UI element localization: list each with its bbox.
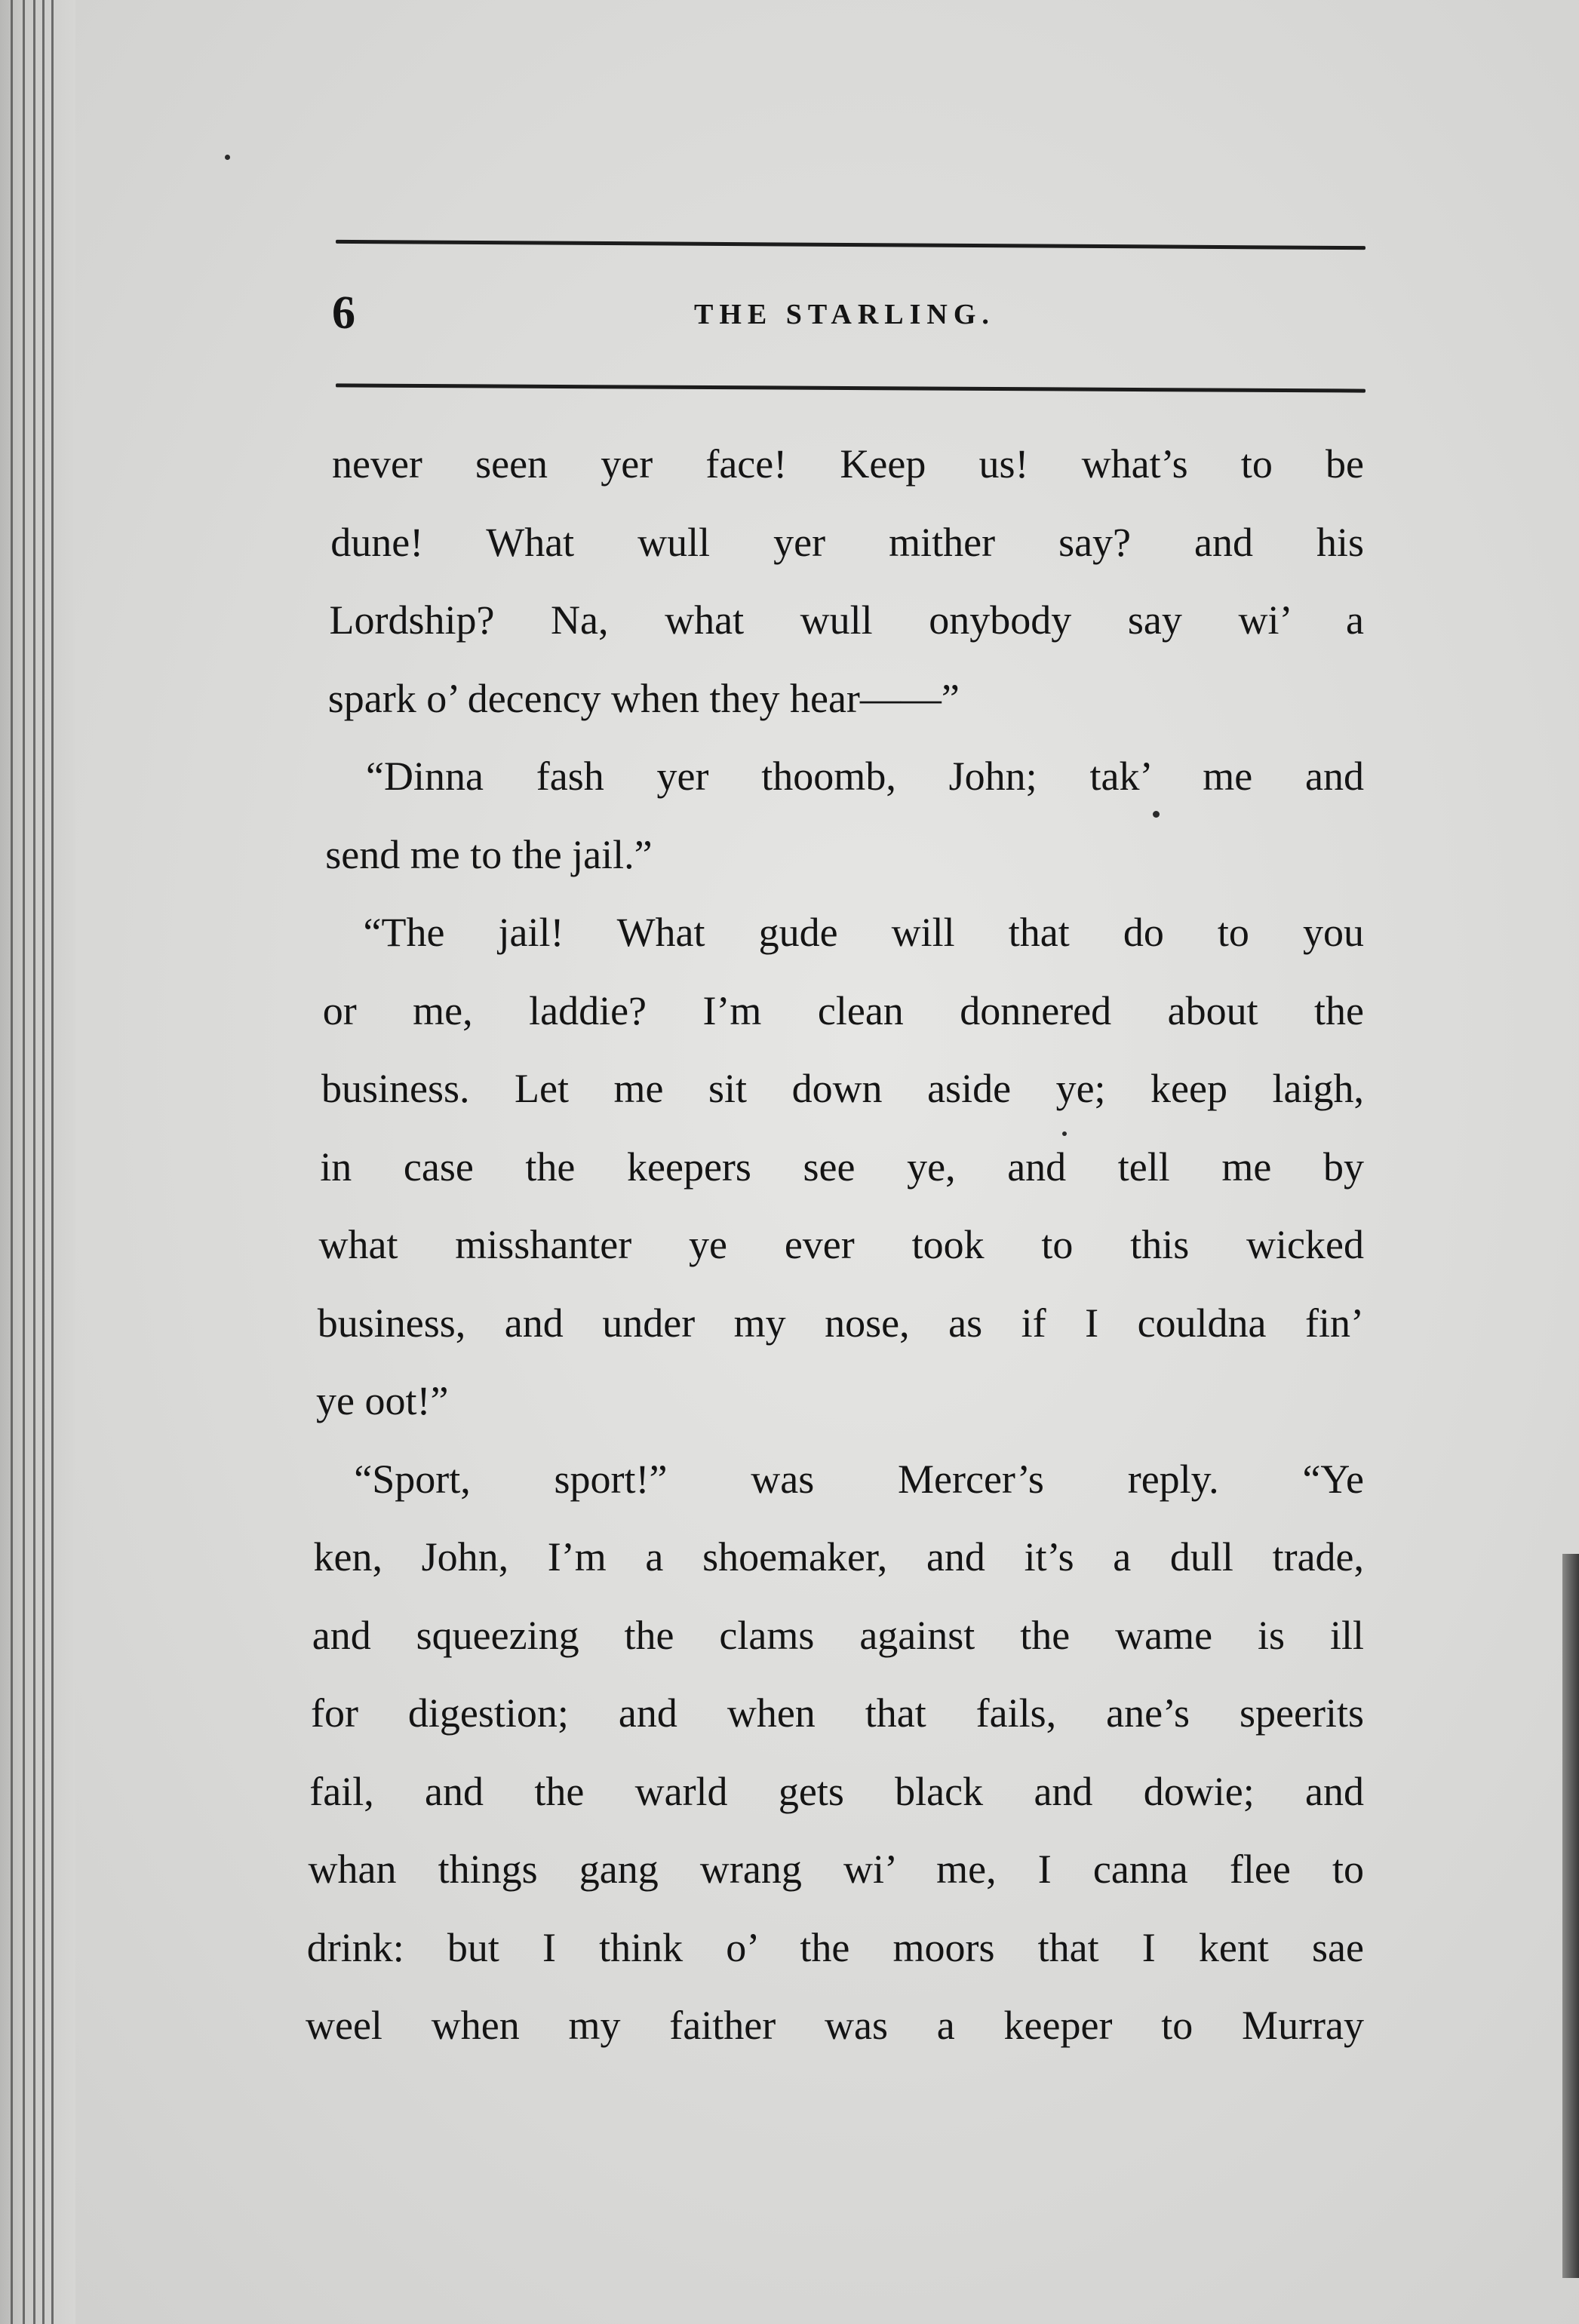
text-line: ye oot!”: [316, 1378, 449, 1423]
print-speck: [225, 155, 230, 160]
print-speck: [1153, 811, 1160, 818]
text-line: “The jail! What gude will that do to you: [363, 910, 1364, 955]
text-line: “Dinna fash yer thoomb, John; tak’ me and: [366, 754, 1364, 799]
text-line: in case the keepers see ye, and tell me by: [320, 1144, 1364, 1190]
page-number: 6: [332, 287, 355, 339]
page-edge-line: [42, 0, 45, 2324]
text-line: spark o’ decency when they hear——”: [327, 675, 960, 721]
book-spine-shadow: [1562, 1554, 1579, 2278]
running-title: THE STARLING.: [694, 299, 995, 330]
text-line: fail, and the warld gets black and dowie; and: [309, 1768, 1364, 1814]
text-line: drink: but I think o’ the moors that I kent sae: [306, 1924, 1364, 1970]
text-line: ken, John, I’m a shoemaker, and it’s a dull trade,: [313, 1534, 1364, 1580]
text-line: send me to the jail.”: [325, 831, 653, 877]
text-line: business, and under my nose, as if I couldna fin’: [317, 1300, 1364, 1346]
text-line: Lordship? Na, what wull onybody say wi’ a: [329, 597, 1364, 643]
text-line: “Sport, sport!” was Mercer’s reply. “Ye: [354, 1456, 1364, 1502]
text-line: dune! What wull yer mither say? and his: [330, 519, 1364, 565]
page-edge-line: [51, 0, 54, 2324]
running-head: [332, 283, 1365, 343]
text-line: business. Let me sit down aside ye; keep laigh,: [321, 1066, 1364, 1111]
book-page-edges: [0, 0, 75, 2324]
print-speck: [1062, 1131, 1067, 1136]
text-line: for digestion; and when that fails, ane’s speerits: [311, 1690, 1364, 1736]
text-line: whan things gang wrang wi’ me, I canna flee to: [308, 1847, 1364, 1892]
text-line: or me, laddie? I’m clean donnered about the: [322, 987, 1364, 1033]
text-line: weel when my faither was a keeper to Murray: [306, 2003, 1364, 2048]
text-line: never seen yer face! Keep us! what’s to be: [332, 441, 1364, 487]
text-line: what misshanter ye ever took to this wicked: [318, 1222, 1364, 1267]
text-line: and squeezing the clams against the wame is ill: [312, 1612, 1364, 1658]
page-edge-line: [33, 0, 35, 2324]
page-edge-line: [11, 0, 13, 2324]
page-edge-line: [23, 0, 25, 2324]
